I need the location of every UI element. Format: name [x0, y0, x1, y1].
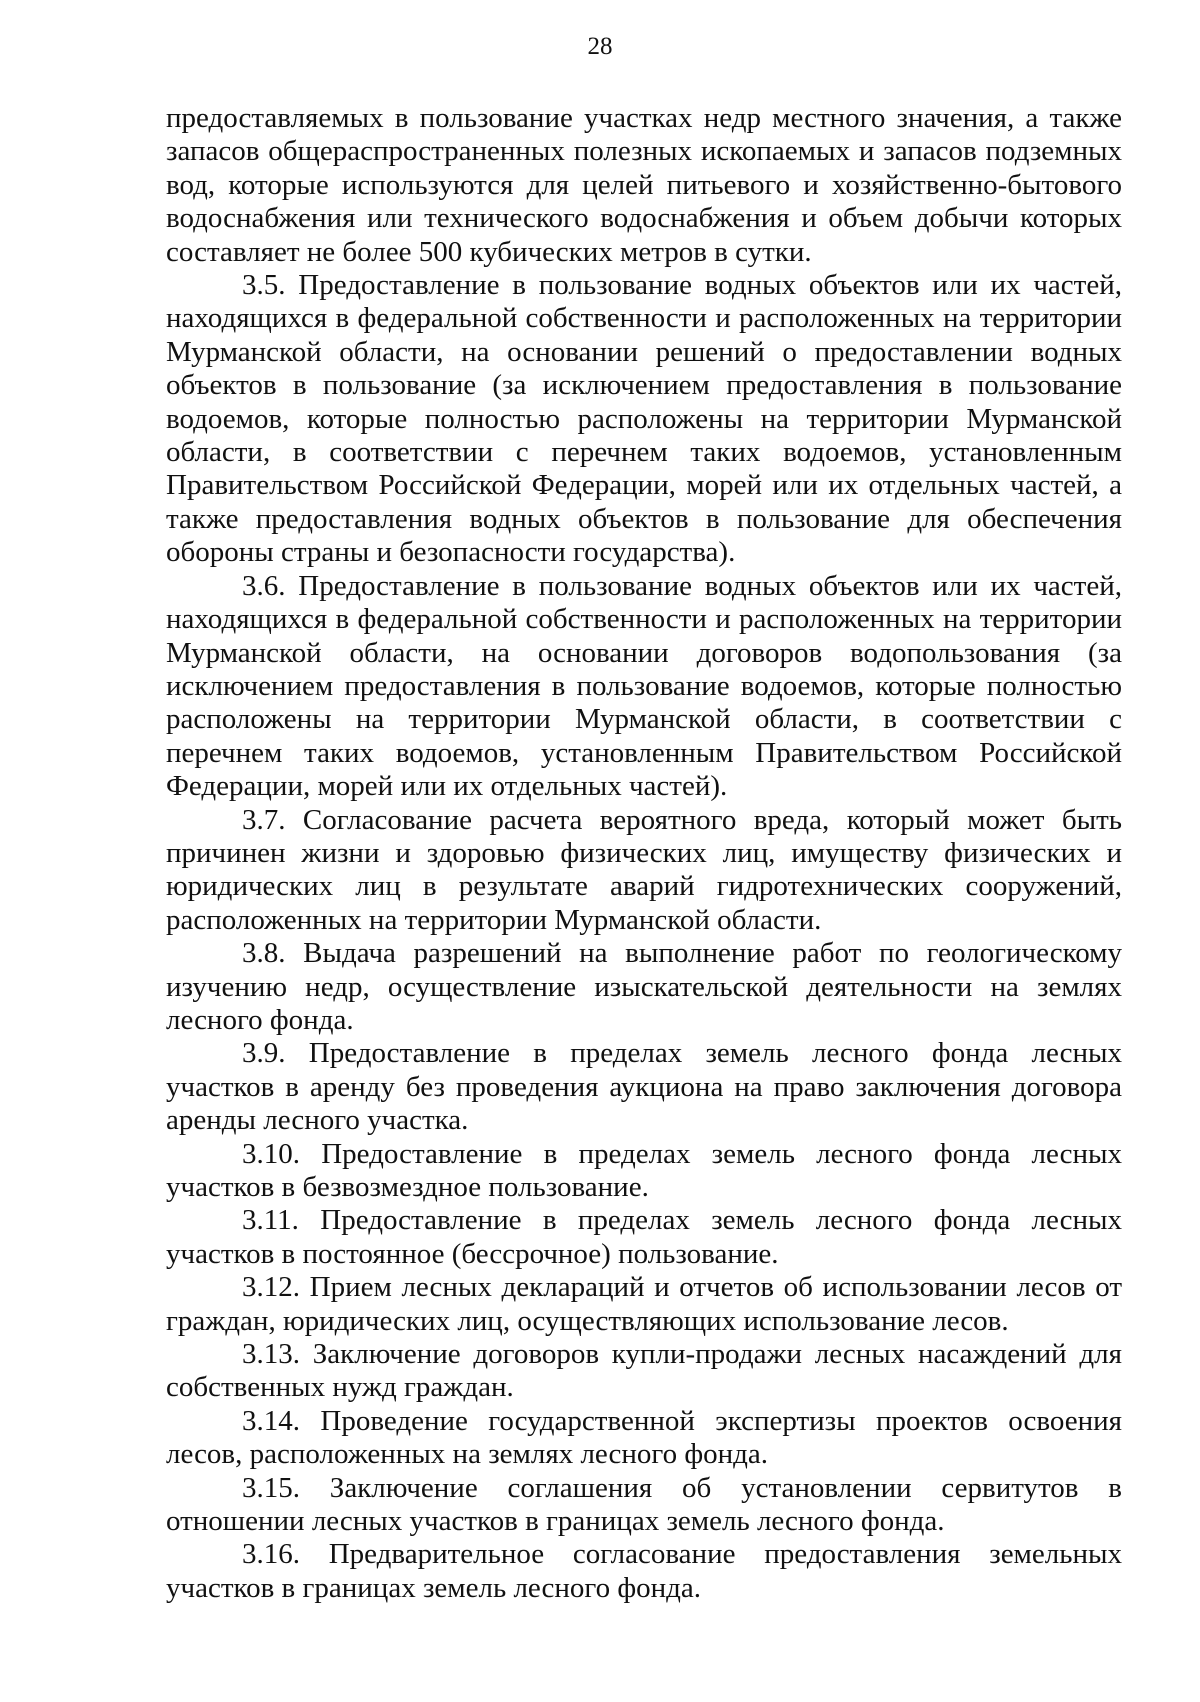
paragraph-3-11: 3.11. Предоставление в пределах земель лесного фонда лесных участков в постоянное (бессрочное) пользование. [166, 1204, 1122, 1270]
paragraph-continuation: предоставляемых в пользование участках недр местного значения, а также запасов общераспространенных полезных ископаемых и запасов подземных вод, которые используются для целей питьевого и хозяйственно-бытового водоснабжения или технического водоснабжения и объем добычи которых составляет не более 500 кубических метров в сутки. [166, 102, 1122, 268]
paragraph-3-10: 3.10. Предоставление в пределах земель лесного фонда лесных участков в безвозмездное пользование. [166, 1137, 1122, 1203]
paragraph-3-15: 3.15. Заключение соглашения об установлении сервитутов в отношении лесных участков в границах земель лесного фонда. [166, 1471, 1122, 1538]
document-body [166, 102, 1122, 1605]
paragraph-3-7: 3.7. Согласование расчета вероятного вреда, который может быть причинен жизни и здоровью физических лиц, имуществу физических и юридических лиц в результате аварий гидротехнических сооружений, расположенных на территории Мурманской области. [166, 803, 1122, 936]
paragraph-3-12: 3.12. Прием лесных деклараций и отчетов об использовании лесов от граждан, юридических лиц, осуществляющих использование лесов. [166, 1271, 1122, 1337]
page-number: 28 [587, 33, 613, 60]
paragraph-3-9: 3.9. Предоставление в пределах земель лесного фонда лесных участков в аренду без проведения аукциона на право заключения договора аренды лесного участка. [166, 1037, 1122, 1137]
paragraph-3-5: 3.5. Предоставление в пользование водных объектов или их частей, находящихся в федеральной собственности и расположенных на территории Мурманской области, на основании решений о предоставлении водных объектов в пользование (за исключением предоставления в пользование водоемов, которые полностью расположены на территории Мурманской области, в соответствии с перечнем таких водоемов, установленным Правительством Российской Федерации, морей или их отдельных частей, а также предоставления водных объектов в пользование для обеспечения обороны страны и безопасности государства). [166, 269, 1122, 569]
paragraph-3-13: 3.13. Заключение договоров купли-продажи лесных насаждений для собственных нужд граждан. [166, 1338, 1122, 1404]
paragraph-3-14: 3.14. Проведение государственной экспертизы проектов освоения лесов, расположенных на землях лесного фонда. [166, 1404, 1122, 1471]
paragraph-3-16: 3.16. Предварительное согласование предоставления земельных участков в границах земель лесного фонда. [166, 1538, 1122, 1604]
paragraph-3-8: 3.8. Выдача разрешений на выполнение работ по геологическому изучению недр, осуществление изыскательской деятельности на землях лесного фонда. [166, 937, 1122, 1036]
paragraph-3-6: 3.6. Предоставление в пользование водных объектов или их частей, находящихся в федеральной собственности и расположенных на территории Мурманской области, на основании договоров водопользования (за исключением предоставления в пользование водоемов, которые полностью расположены на территории Мурманской области, в соответствии с перечнем таких водоемов, установленным Правительством Российской Федерации, морей или их отдельных частей). [166, 569, 1122, 803]
